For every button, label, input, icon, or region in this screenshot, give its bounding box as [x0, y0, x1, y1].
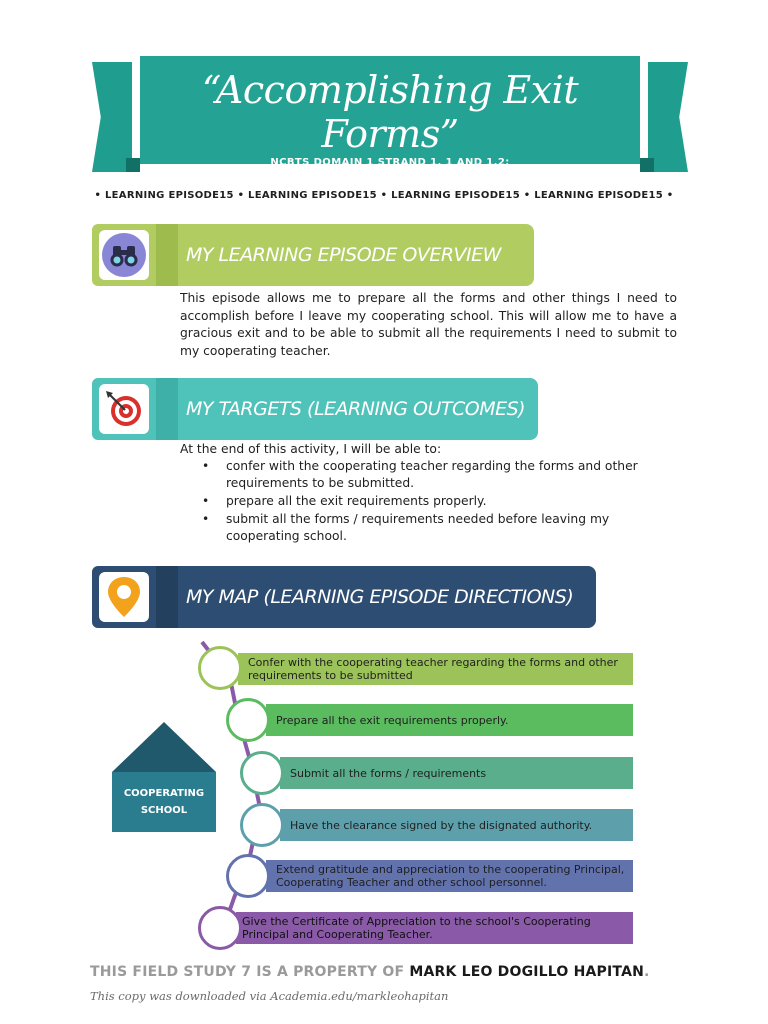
overview-icon-box: [92, 224, 156, 286]
house-label-2: SCHOOL: [140, 805, 188, 816]
banner-fold-left: [126, 158, 140, 172]
map-pin-icon: [104, 574, 144, 620]
step-bar-1: [238, 653, 633, 685]
step-text-4: Have the clearance signed by the disignated authority.: [290, 818, 593, 832]
footer-suffix: .: [644, 964, 650, 980]
list-item: • prepare all the exit requirements properly.: [180, 493, 680, 510]
map-heading: MY MAP (LEARNING EPISODE DIRECTIONS): [186, 586, 574, 608]
footer-property-note: [90, 964, 650, 980]
step-bar-2: [266, 704, 633, 736]
step-bar-5: [266, 860, 633, 892]
step-text-2: Prepare all the exit requirements properly.: [276, 713, 509, 727]
overview-text: This episode allows me to prepare all the forms and other things I need to accomplish before I leave my cooperating school. This will allow me to have a gracious exit and to be able to submit all the requirements I need to submit to my cooperating teacher.: [180, 291, 677, 358]
footer-prefix: THIS FIELD STUDY 7 IS A PROPERTY OF: [90, 964, 410, 980]
step-circle-6: [198, 906, 242, 950]
house-label-1: COOPERATING: [123, 788, 205, 799]
step-bar-4: [280, 809, 633, 841]
map-heading-bar: [156, 566, 596, 628]
map-icon-box: [92, 566, 156, 628]
overview-heading-bar: [156, 224, 534, 286]
step-text-3: Submit all the forms / requirements: [290, 766, 487, 780]
step-circle-1: [198, 646, 242, 690]
banner-fold-right: [640, 158, 654, 172]
footer-owner: MARK LEO DOGILLO HAPITAN: [409, 964, 645, 980]
episode-strip: • LEARNING EPISODE15 • LEARNING EPISODE15 • LEARNING EPISODE15 • LEARNING EPISODE15 •: [94, 190, 674, 201]
step-bar-6: [236, 912, 633, 944]
step-circle-3: [240, 751, 284, 795]
binoculars-icon: [101, 232, 147, 278]
step-text-5: Extend gratitude and appreciation to the cooperating Principal, Cooperating Teacher and other school personnel.: [276, 863, 625, 889]
step-circle-5: [226, 854, 270, 898]
cooperating-school-house: [112, 772, 216, 832]
target-icon: [104, 389, 144, 429]
overview-heading: MY LEARNING EPISODE OVERVIEW: [186, 244, 501, 266]
list-item: • confer with the cooperating teacher regarding the forms and other requirements to be submitted.: [180, 458, 680, 492]
step-text-6: Give the Certificate of Appreciation to the school's Cooperating Principal and Cooperating Teacher.: [242, 915, 591, 941]
title-banner: [140, 56, 640, 181]
targets-heading: MY TARGETS (LEARNING OUTCOMES): [186, 398, 526, 420]
banner-subtitle-1: NCBTS DOMAIN 1 STRAND 1. 1 AND 1.2:: [270, 157, 510, 168]
outcomes-list: [180, 458, 680, 546]
targets-icon-box: [92, 378, 156, 440]
banner-subtitle-2: LET-TOS No. 1 (1.1 – 1.7): [316, 170, 464, 181]
step-circle-4: [240, 803, 284, 847]
footer-download-note: This copy was downloaded via Academia.edu/markleohapitan: [90, 989, 449, 1003]
banner-ribbon-left: [92, 62, 132, 172]
targets-heading-bar: [156, 378, 538, 440]
step-text-1: Confer with the cooperating teacher regarding the forms and other requirements to be submitted: [248, 656, 618, 682]
targets-intro: At the end of this activity, I will be able to:: [180, 442, 442, 456]
step-bar-3: [280, 757, 633, 789]
step-circle-2: [226, 698, 270, 742]
banner-ribbon-right: [648, 62, 688, 172]
list-item: • submit all the forms / requirements needed before leaving my cooperating school.: [180, 511, 680, 545]
page-title: “Accomplishing Exit Forms”: [201, 68, 579, 156]
